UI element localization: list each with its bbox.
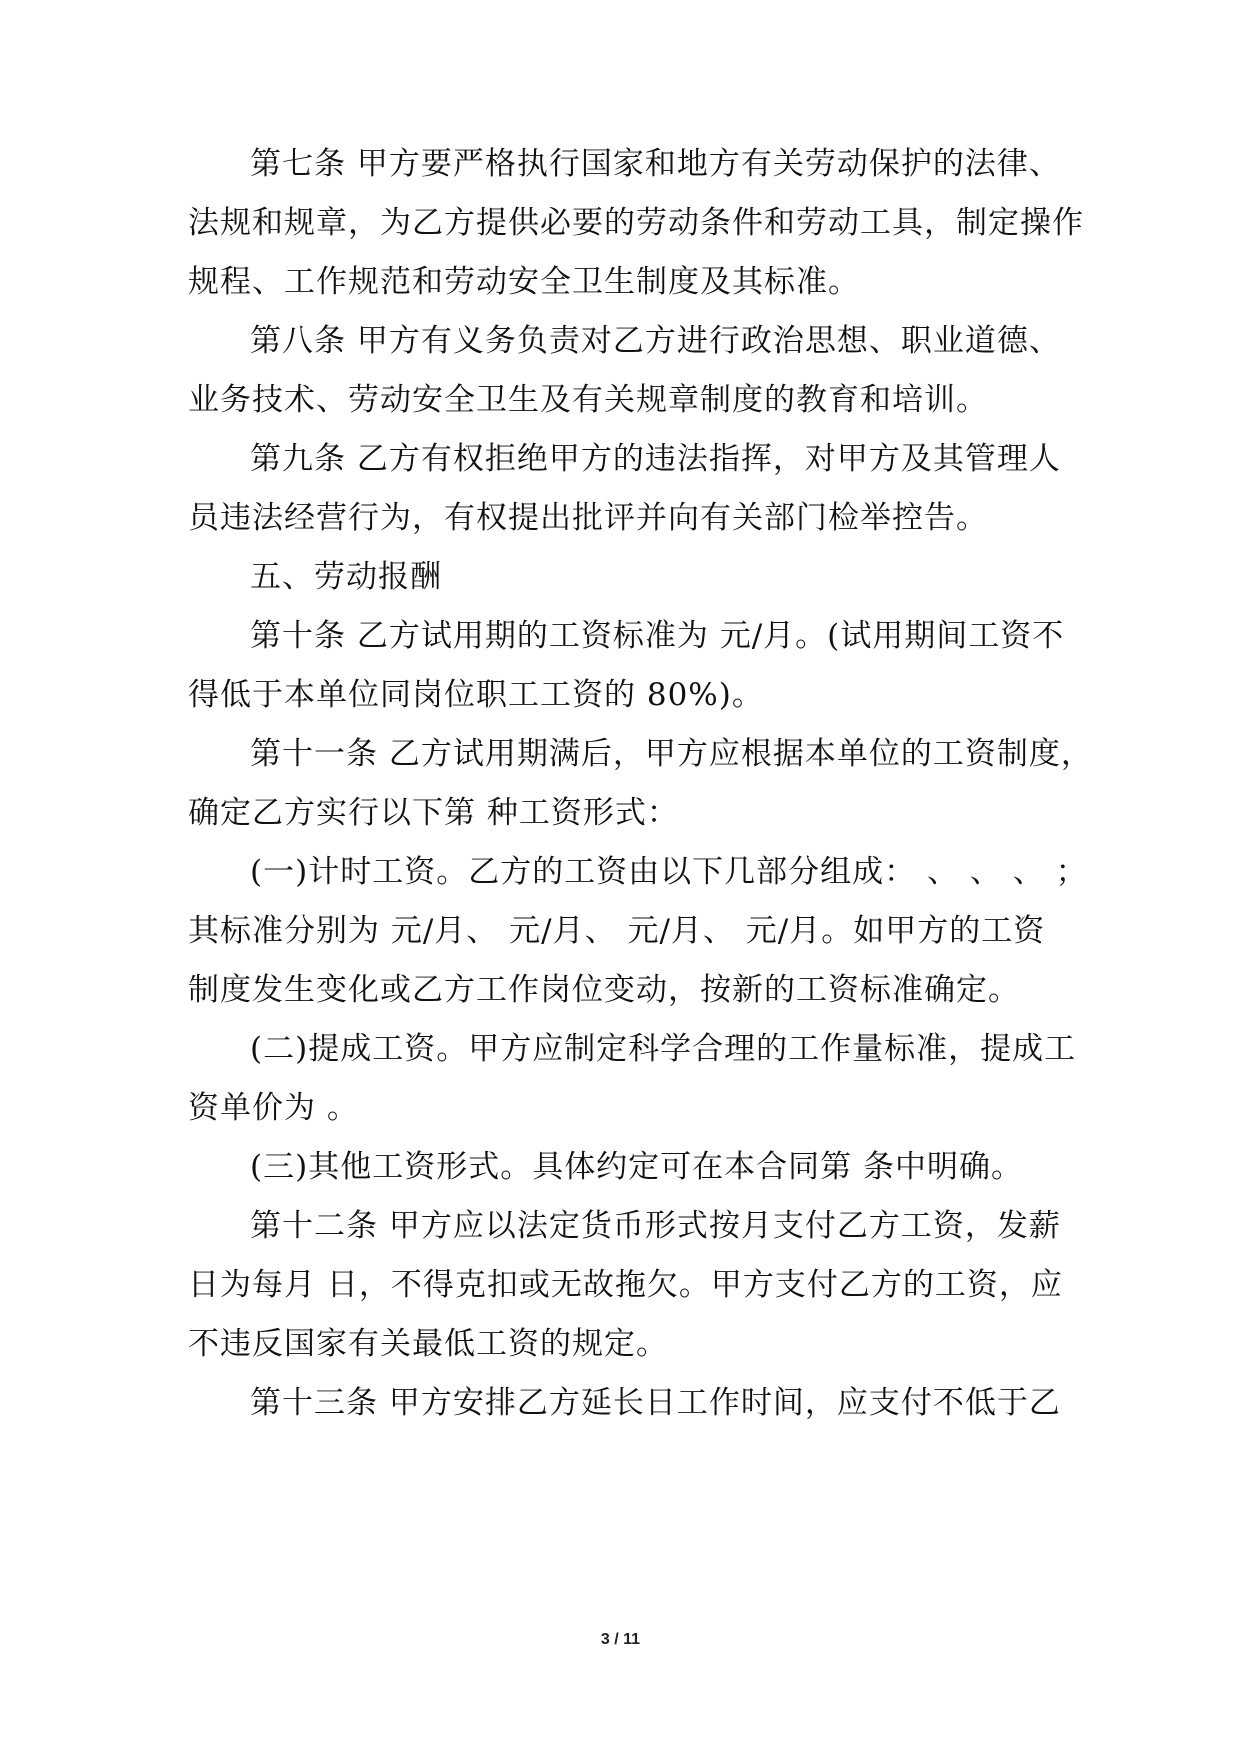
section-heading-labor-remuneration: 五、劳动报酬	[250, 559, 442, 595]
paragraph-article-12-line-3: 不违反国家有关最低工资的规定。	[188, 1326, 668, 1362]
paragraph-article-7-line-1: 第七条 甲方要严格执行国家和地方有关劳动保护的法律、	[250, 146, 1061, 182]
paragraph-article-12-line-2: 日为每月 日，不得克扣或无故拖欠。甲方支付乙方的工资，应	[188, 1267, 1063, 1303]
paragraph-article-10-line-2: 得低于本单位同岗位职工工资的 80%)。	[188, 677, 764, 713]
paragraph-article-11-line-1: 第十一条 乙方试用期满后，甲方应根据本单位的工资制度，	[250, 736, 1093, 772]
paragraph-article-13-line-1: 第十三条 甲方安排乙方延长日工作时间，应支付不低于乙	[250, 1385, 1061, 1421]
paragraph-other-wage-forms: (三)其他工资形式。具体约定可在本合同第 条中明确。	[250, 1149, 1024, 1185]
paragraph-hourly-wage-line-1: (一)计时工资。乙方的工资由以下几部分组成： 、 、 、 ；	[250, 854, 1088, 890]
page-number: 3 / 11	[600, 1631, 641, 1648]
paragraph-article-7-line-2: 法规和规章，为乙方提供必要的劳动条件和劳动工具，制定操作	[188, 205, 1084, 241]
paragraph-commission-wage-line-2: 资单价为 。	[188, 1090, 359, 1126]
paragraph-article-9-line-2: 员违法经营行为，有权提出批评并向有关部门检举控告。	[188, 500, 988, 536]
paragraph-commission-wage-line-1: (二)提成工资。甲方应制定科学合理的工作量标准，提成工	[250, 1031, 1077, 1067]
paragraph-article-9-line-1: 第九条 乙方有权拒绝甲方的违法指挥，对甲方及其管理人	[250, 441, 1061, 477]
paragraph-hourly-wage-line-3: 制度发生变化或乙方工作岗位变动，按新的工资标准确定。	[188, 972, 1020, 1008]
paragraph-article-12-line-1: 第十二条 甲方应以法定货币形式按月支付乙方工资，发薪	[250, 1208, 1061, 1244]
paragraph-article-11-line-2: 确定乙方实行以下第 种工资形式：	[188, 795, 679, 831]
paragraph-article-8-line-2: 业务技术、劳动安全卫生及有关规章制度的教育和培训。	[188, 382, 988, 418]
paragraph-article-7-line-3: 规程、工作规范和劳动安全卫生制度及其标准。	[188, 264, 860, 300]
paragraph-article-10-line-1: 第十条 乙方试用期的工资标准为 元/月。(试用期间工资不	[250, 618, 1065, 654]
paragraph-hourly-wage-line-2: 其标准分别为 元/月、 元/月、 元/月、 元/月。如甲方的工资	[188, 913, 1046, 949]
paragraph-article-8-line-1: 第八条 甲方有义务负责对乙方进行政治思想、职业道德、	[250, 323, 1061, 359]
